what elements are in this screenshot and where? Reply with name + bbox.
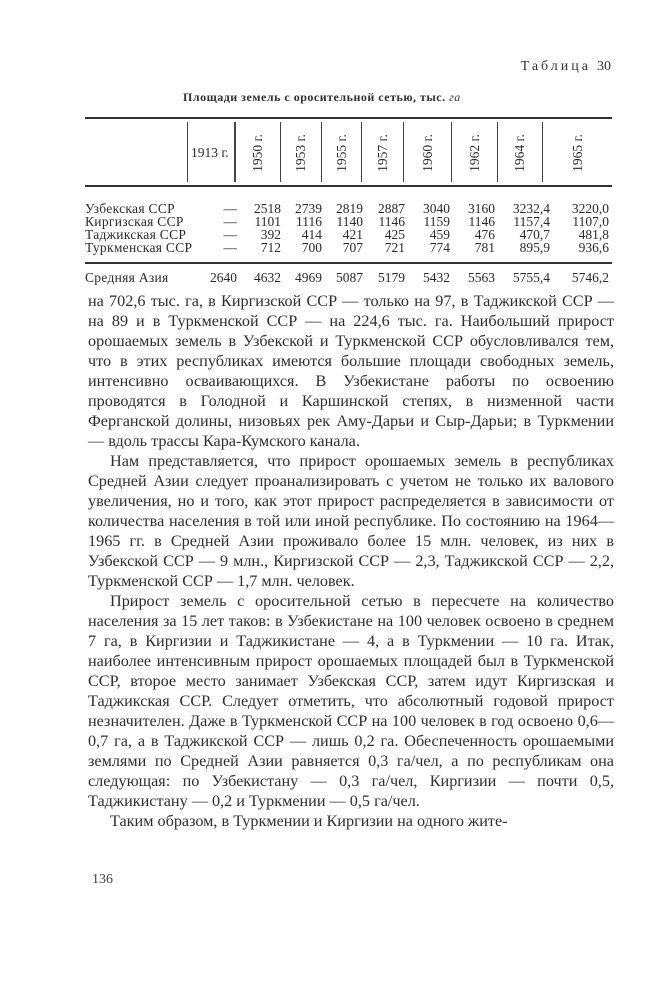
- cell: 3232,4: [512, 201, 550, 216]
- cell: 781: [474, 240, 495, 255]
- table-number-label: [521, 59, 611, 75]
- column-header-1913: 1913 г.: [191, 145, 229, 160]
- cell: 3220,0: [571, 201, 609, 216]
- body-text: [88, 291, 614, 831]
- table-caption: [183, 90, 461, 105]
- cell: 5563: [468, 270, 495, 285]
- cell: 4969: [295, 270, 322, 285]
- table-top-rule: [85, 117, 612, 119]
- cell: 392: [260, 227, 281, 242]
- row-label: Узбекская ССР: [85, 201, 175, 216]
- cell: 414: [301, 227, 322, 242]
- column-header-1957: 1957 г.: [374, 134, 390, 172]
- page-number: 136: [92, 872, 113, 887]
- cell: 1107,0: [572, 214, 609, 229]
- column-header-1960: 1960 г.: [419, 134, 435, 172]
- cell: 5755,4: [512, 270, 550, 285]
- table-total-rule: [85, 262, 612, 264]
- cell: 470,7: [519, 227, 550, 242]
- irrigated-land-table: [85, 117, 612, 292]
- cell: 459: [429, 227, 450, 242]
- cell: —: [223, 201, 237, 216]
- cell: 2739: [295, 201, 322, 216]
- cell: 481,8: [578, 227, 609, 242]
- column-header-1950: 1950 г.: [249, 134, 265, 172]
- cell: —: [223, 214, 237, 229]
- cell: 4632: [254, 270, 281, 285]
- table-label-number: 30: [597, 59, 611, 74]
- cell: 1157,4: [513, 214, 550, 229]
- column-header-1965: 1965 г.: [569, 134, 585, 172]
- cell: 707: [342, 240, 363, 255]
- cell: 895,9: [519, 240, 550, 255]
- cell: —: [223, 240, 237, 255]
- cell: 1146: [468, 214, 495, 229]
- cell: 721: [384, 240, 405, 255]
- table-label-word: Таблица: [520, 59, 591, 74]
- cell: 2518: [254, 201, 281, 216]
- paragraph: Прирост земель с оросительной сетью в пересчете на количество населения за 15 лет таков: в Узбекистане на 100 человек освоено в среднем 7 га, в Киргизии и Таджикистане — 4, а в Туркмении — 10 га. Итак, наиболее интенсивным прирост орошаемых площадей был в Туркменской ССР, второе место занимает Узбекская ССР, затем идут Киргизская и Таджикская ССР. Следует отметить, что абсолютный годовой прирост незначителен. Даже в Туркменской ССР на 100 человек в год освоено 0,6—0,7 га, а в Таджикской ССР — лишь 0,2 га. Обеспеченность орошаемыми землями по Средней Азии равняется 0,3 га/чел, а по республикам она следующая: по Узбекистану — 0,3 га/чел, Киргизии — почти 0,5, Таджикистану — 0,2 и Туркмении — 0,5 га/чел.: [88, 592, 614, 810]
- table-caption-unit: га: [449, 90, 461, 104]
- column-header-1955: 1955 г.: [333, 134, 349, 172]
- column-header-1962: 1962 г.: [466, 134, 482, 172]
- cell: 421: [342, 227, 363, 242]
- cell: 425: [384, 227, 405, 242]
- cell: 1116: [296, 214, 322, 229]
- cell: 712: [260, 240, 281, 255]
- cell: 476: [474, 227, 495, 242]
- cell: 5087: [336, 270, 363, 285]
- row-label: Таджикская ССР: [85, 227, 187, 242]
- cell: 1140: [336, 214, 363, 229]
- row-label: Туркменская ССР: [85, 240, 193, 255]
- cell: 3160: [468, 201, 495, 216]
- column-header-1953: 1953 г.: [292, 134, 308, 172]
- cell: 936,6: [578, 240, 609, 255]
- cell: 1101: [254, 214, 281, 229]
- cell: 2887: [378, 201, 405, 216]
- cell: —: [223, 227, 237, 242]
- table-total-row: [85, 270, 612, 285]
- cell: 3040: [423, 201, 450, 216]
- column-header-1964: 1964 г.: [511, 134, 527, 172]
- paragraph: на 702,6 тыс. га, в Киргизской ССР — только на 97, в Таджикской ССР — на 89 и в Туркменской ССР — на 224,6 тыс. га. Наибольший прирост орошаемых земель в Узбекской и Туркменской ССР обусловливался тем, что в этих республиках имеются большие площади свободных земель, интенсивно осваивающихся. В Узбекистане работы по освоению проводятся в Голодной и Каршинской степях, в низменной части Ферганской долины, низовьях рек Аму-Дарьи и Сыр-Дарьи; в Туркмении — вдоль трассы Кара-Кумского канала.: [88, 292, 614, 450]
- paragraph: Нам представляется, что прирост орошаемых земель в республиках Средней Азии следует проанализировать с учетом не только их валового увеличения, но и того, как этот прирост распределяется в зависимости от количества населения в той или иной республике. По состоянию на 1964—1965 гг. в Средней Азии проживало более 15 млн. человек, из них в Узбекской ССР — 9 млн., Киргизской ССР — 2,3, Таджикской ССР — 2,2, Туркменской ССР — 1,7 млн. человек.: [88, 452, 614, 590]
- cell: 1146: [378, 214, 405, 229]
- table-row: [85, 240, 612, 255]
- cell: 1159: [423, 214, 450, 229]
- cell: 5746,2: [571, 270, 609, 285]
- column-divider: [187, 122, 188, 182]
- row-label: Средняя Азия: [85, 270, 169, 285]
- paragraph: Таким образом, в Туркмении и Киргизии на одного жите-: [110, 812, 508, 830]
- table-header-rule: [85, 185, 612, 187]
- cell: 2819: [336, 201, 363, 216]
- cell: 774: [429, 240, 450, 255]
- cell: 700: [301, 240, 322, 255]
- cell: 5432: [423, 270, 450, 285]
- cell: 5179: [378, 270, 405, 285]
- cell: 2640: [210, 270, 237, 285]
- table-caption-text: Площади земель с оросительной сетью, тыс.: [183, 90, 446, 104]
- row-label: Киргизская ССР: [85, 214, 184, 229]
